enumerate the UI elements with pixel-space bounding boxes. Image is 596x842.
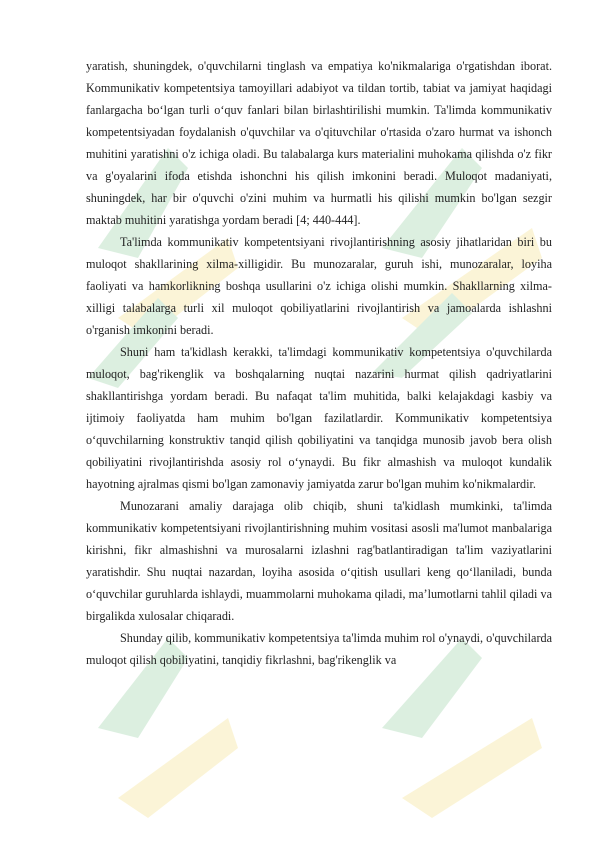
paragraph: yaratish, shuningdek, o'quvchilarni tinglash va empatiya ko'nikmalariga o'rgatishdan iborat. Kommunikativ kompetentsiya tamoyillari adabiyot va tildan tortib, tabiat va jamiyat haqidagi fanlargacha bo‘lgan turli o‘quv fanlari bilan birlashtirilishi mumkin. Ta'limda kommunikativ kompetentsiyadan foydalanish o'quvchilar va o'qituvchilar o'rtasida o'zaro hurmat va ishonch muhitini yaratishni o'z ichiga oladi. Bu talabalarga kurs materialini muhokama qilishda o'z fikr va g'oyalarini ifoda etishda ishonchni his qilish imkonini beradi. Muloqot madaniyati, shuningdek, har bir o'quvchi o'zini muhim va hurmatli his qilishi mumkin bo'lgan sezgir maktab muhitini yaratishga yordam beradi [4; 440-444].: [86, 59, 552, 227]
paragraph: Shuni ham ta'kidlash kerakki, ta'limdagi kommunikativ kompetentsiya o'quvchilarda muloqot, bag'rikenglik va boshqalarning nuqtai nazarini hurmat qilish qadriyatlarini shakllantirishga yordam beradi. Bu nafaqat ta'lim muhitida, balki kelajakdagi kasbiy va ijtimoiy faoliyatda ham muhim bo'lgan fazilatlardir. Kommunikativ kompetentsiya o‘quvchilarning konstruktiv tanqid qilish qobiliyatini va tanqidga munosib javob bera olish qobiliyatini rivojlantirishda asosiy rol o‘ynaydi. Bu fikr almashish va muloqot kundalik hayotning ajralmas qismi bo'lgan zamonaviy jamiyatda zarur bo'lgan muhim ko'nikmalardir.: [86, 345, 552, 491]
body-text: [86, 55, 552, 671]
paragraph: Ta'limda kommunikativ kompetentsiyani rivojlantirishning asosiy jihatlaridan biri bu muloqot shakllarining xilma-xilligidir. Bu munozaralar, guruh ishi, munozaralar, loyiha faoliyati va hamkorlikning boshqa usullarini o'z ichiga olishi mumkin. Shakllarning xilma-xilligi talabalarga turli xil muloqot qobiliyatlarini rivojlantirish va jamoalarda ishlashni o'rganish imkonini beradi.: [86, 235, 552, 337]
paragraph: Munozarani amaliy darajaga olib chiqib, shuni ta'kidlash mumkinki, ta'limda kommunikativ kompetentsiyani rivojlantirishning muhim vositasi asosli ma'lumot manbalariga kirishni, fikr almashishni va murosalarni izlashni rag'batlantiradigan ta'lim vaziyatlarini yaratishdir. Shu nuqtai nazardan, loyiha asosida o‘qitish usullari keng qo‘llaniladi, bunda o‘quvchilar guruhlarda ishlaydi, muammolarni muhokama qiladi, ma’lumotlarni tahlil qiladi va birgalikda xulosalar chiqaradi.: [86, 499, 552, 623]
paragraph: Shunday qilib, kommunikativ kompetentsiya ta'limda muhim rol o'ynaydi, o'quvchilarda muloqot qilish qobiliyatini, tanqidiy fikrlashni, bag'rikenglik va: [86, 631, 552, 667]
